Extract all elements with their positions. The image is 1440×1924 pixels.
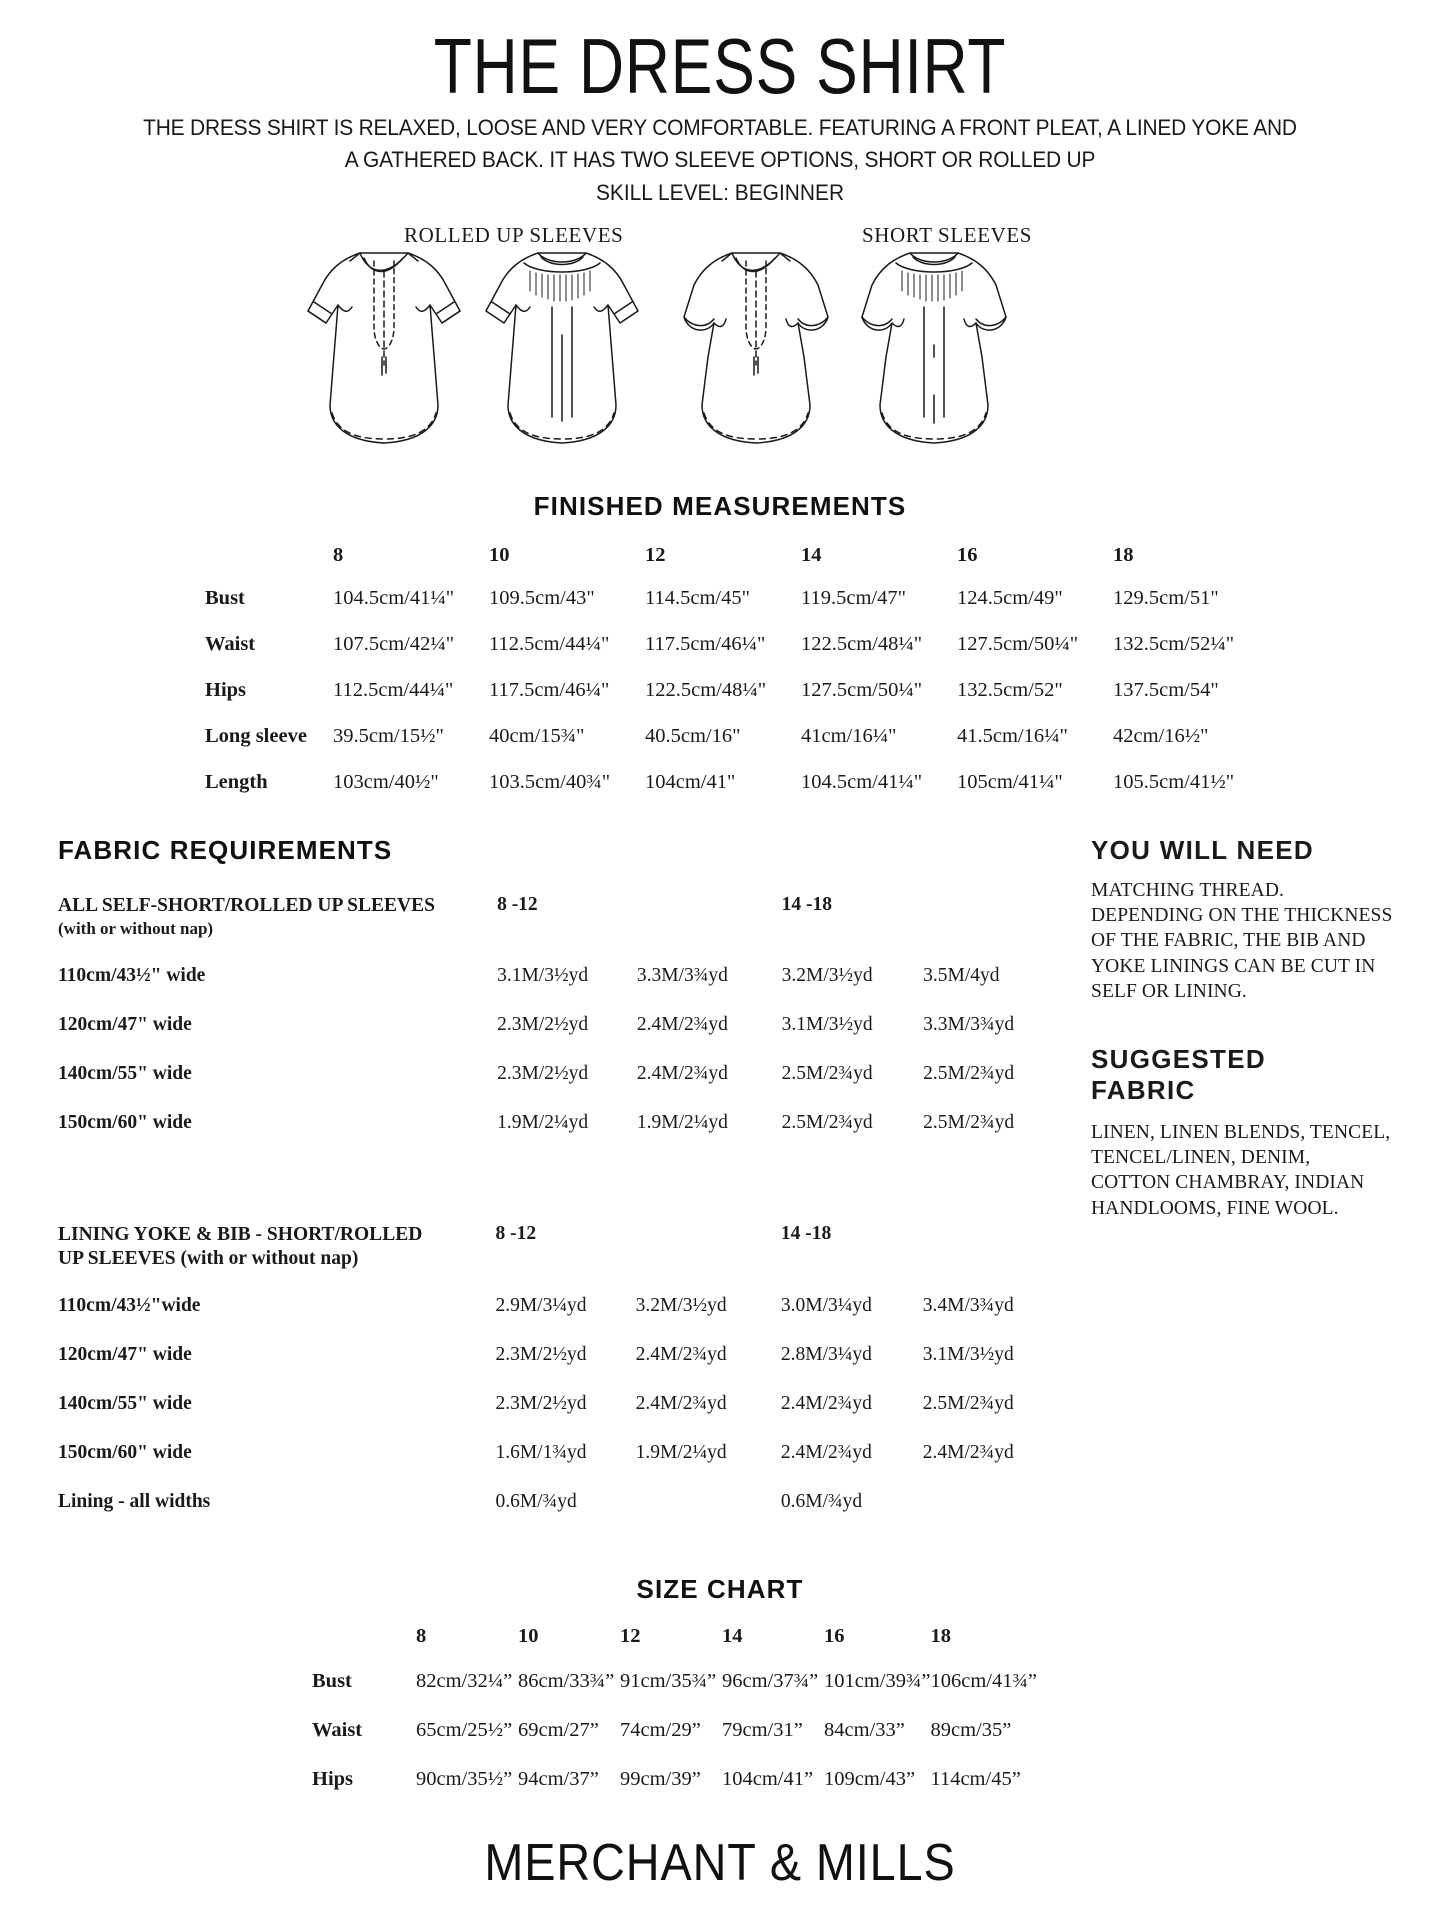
yardage-cell: 2.4M/2¾yd xyxy=(635,1392,727,1414)
measurement-cell: 84cm/33” xyxy=(824,1718,905,1741)
measurement-cell: 106cm/41¾” xyxy=(930,1669,1037,1692)
suggested-fabric-body: LINEN, LINEN BLENDS, TENCEL, TENCEL/LINEN, DENIM, COTTON CHAMBRAY, INDIAN HANDLOOMS, FINE WOOL. xyxy=(1091,1121,1391,1219)
fabric-requirements-heading: FABRIC REQUIREMENTS xyxy=(58,834,393,865)
finished-measurements-heading: FINISHED MEASUREMENTS xyxy=(533,490,907,521)
measurement-cell: 105.5cm/41½" xyxy=(1113,770,1235,793)
yardage-cell: 3.2M/3½yd xyxy=(781,965,873,987)
garment-illustrations xyxy=(0,221,1440,481)
measurement-cell: 114cm/45” xyxy=(930,1767,1021,1790)
table-row xyxy=(58,1344,1063,1393)
row-label: Hips xyxy=(312,1767,354,1790)
middle-section xyxy=(0,835,1440,1540)
table-row xyxy=(58,1295,1063,1344)
size-chart-heading: SIZE CHART xyxy=(636,1573,804,1604)
size-header: 18 xyxy=(930,1624,951,1647)
size-header: 8 xyxy=(333,543,344,566)
yardage-cell: 2.3M/2½yd xyxy=(495,1392,587,1414)
table-row xyxy=(205,771,1269,817)
shirt-front-short-sleeve xyxy=(684,253,828,443)
size-header: 16 xyxy=(824,1624,845,1647)
corner-cell xyxy=(205,544,333,587)
yardage-cell: 1.9M/2¼yd xyxy=(636,1112,728,1134)
page-title: THE DRESS SHIRT xyxy=(433,22,1007,110)
measurement-cell: 82cm/32¼” xyxy=(416,1669,513,1692)
yardage-cell: 2.4M/2¾yd xyxy=(780,1441,872,1463)
size-header: 10 xyxy=(518,1624,539,1647)
measurement-cell: 94cm/37” xyxy=(518,1767,599,1790)
measurement-cell: 96cm/37¾” xyxy=(722,1669,819,1692)
measurement-cell: 127.5cm/50¼" xyxy=(957,632,1079,655)
shirt-front-rolled-up xyxy=(308,253,460,443)
spacer-cell xyxy=(923,1223,1063,1295)
yardage-cell: 1.6M/1¾yd xyxy=(495,1441,587,1463)
table-row xyxy=(58,1112,1063,1161)
measurement-cell: 119.5cm/47" xyxy=(801,586,906,609)
yardage-cell: 3.1M/3½yd xyxy=(497,965,589,987)
measurement-cell: 69cm/27” xyxy=(518,1718,599,1741)
measurement-cell: 104cm/41" xyxy=(645,770,736,793)
measurement-cell: 127.5cm/50¼" xyxy=(801,678,923,701)
table-row xyxy=(312,1768,1037,1817)
size-range-header: 14 -18 xyxy=(781,893,833,915)
yardage-cell: 2.9M/3¼yd xyxy=(495,1294,587,1316)
yardage-cell xyxy=(923,1491,1063,1540)
measurement-cell: 104.5cm/41¼" xyxy=(333,586,455,609)
yardage-cell: 3.1M/3½yd xyxy=(781,1014,873,1036)
measurement-cell: 89cm/35” xyxy=(930,1718,1012,1741)
row-label: 120cm/47" wide xyxy=(58,1343,192,1365)
measurement-cell: 101cm/39¾” xyxy=(824,1669,931,1692)
table-header-row xyxy=(58,894,1063,966)
yardage-cell: 2.3M/2½yd xyxy=(495,1343,587,1365)
yardage-cell: 3.5M/4yd xyxy=(923,965,1000,987)
right-column xyxy=(1063,835,1394,1221)
suggested-fabric-heading-line2: FABRIC xyxy=(1091,1075,1196,1106)
row-label: Hips xyxy=(205,678,247,701)
table-row xyxy=(205,633,1269,679)
size-header: 14 xyxy=(801,543,822,566)
measurement-cell: 109cm/43” xyxy=(824,1767,916,1790)
yardage-cell: 2.4M/2¾yd xyxy=(922,1441,1014,1463)
shirt-back-rolled-up xyxy=(486,253,638,443)
row-label: 110cm/43½"wide xyxy=(58,1294,201,1316)
row-label: Waist xyxy=(312,1718,363,1741)
row-label: Lining - all widths xyxy=(58,1490,211,1512)
yardage-cell: 2.5M/2¾yd xyxy=(922,1392,1014,1414)
table-row xyxy=(205,725,1269,771)
measurement-cell: 42cm/16½" xyxy=(1113,724,1209,747)
measurement-cell: 124.5cm/49" xyxy=(957,586,1063,609)
suggested-fabric-heading-line1: SUGGESTED xyxy=(1091,1044,1266,1075)
size-range-header: 8 -12 xyxy=(497,893,538,915)
yardage-cell: 2.4M/2¾yd xyxy=(635,1343,727,1365)
illustration-label-short-sleeves: SHORT SLEEVES xyxy=(862,222,1033,247)
yardage-cell: 2.5M/2¾yd xyxy=(781,1112,873,1134)
group-title xyxy=(58,1223,495,1295)
fabric-requirements-section xyxy=(58,835,1063,1540)
fabric-requirements-group xyxy=(58,894,1063,1162)
table-row xyxy=(58,1442,1063,1491)
measurement-cell: 79cm/31” xyxy=(722,1718,803,1741)
size-header: 14 xyxy=(722,1624,743,1647)
shirt-back-short-sleeve xyxy=(862,253,1006,443)
size-header: 12 xyxy=(645,543,666,566)
group-title-line2: (with or without nap) xyxy=(58,919,214,939)
size-chart-section xyxy=(0,1574,1440,1817)
skill-level-text: SKILL LEVEL: BEGINNER xyxy=(595,179,845,205)
table-row xyxy=(58,1063,1063,1112)
yardage-cell: 1.9M/2¼yd xyxy=(635,1441,727,1463)
corner-cell xyxy=(312,1625,416,1670)
finished-measurements-table xyxy=(205,544,1269,817)
measurement-cell: 65cm/25½” xyxy=(416,1718,513,1741)
size-header: 16 xyxy=(957,543,978,566)
suggested-fabric-heading xyxy=(1091,1044,1394,1105)
row-label: Length xyxy=(205,770,268,793)
yardage-cell: 2.5M/2¾yd xyxy=(781,1063,873,1085)
brand-logo: MERCHANT & MILLS xyxy=(484,1833,956,1892)
size-chart-table xyxy=(312,1625,1037,1817)
measurement-cell: 104cm/41” xyxy=(722,1767,814,1790)
measurement-cell: 112.5cm/44¼" xyxy=(489,632,610,655)
measurement-cell: 91cm/35¾” xyxy=(620,1669,717,1692)
measurement-cell: 104.5cm/41¼" xyxy=(801,770,923,793)
measurement-cell: 105cm/41¼" xyxy=(957,770,1063,793)
yardage-cell: 3.1M/3½yd xyxy=(922,1343,1014,1365)
row-label: 110cm/43½" wide xyxy=(58,965,206,987)
size-header: 12 xyxy=(620,1624,641,1647)
spacer-cell xyxy=(637,894,782,966)
spacer-cell xyxy=(636,1223,781,1295)
table-header-row xyxy=(58,1223,1063,1295)
yardage-cell: 0.6M/¾yd xyxy=(780,1490,863,1512)
measurement-cell: 117.5cm/46¼" xyxy=(489,678,610,701)
group-title-line2: UP SLEEVES (with or without nap) xyxy=(58,1248,359,1270)
page-subtitle: THE DRESS SHIRT IS RELAXED, LOOSE AND VERY COMFORTABLE. FEATURING A FRONT PLEAT, A LINED YOKE AND A GATHERED BACK. IT HAS TWO SLEEVE OPTIONS, SHORT OR ROLLED UP xyxy=(143,114,1297,172)
yardage-cell: 2.3M/2½yd xyxy=(497,1063,589,1085)
row-label: 140cm/55" wide xyxy=(58,1063,192,1085)
spacer-cell xyxy=(923,894,1063,966)
measurement-cell: 107.5cm/42¼" xyxy=(333,632,455,655)
measurement-cell: 112.5cm/44¼" xyxy=(333,678,454,701)
measurement-cell: 40.5cm/16" xyxy=(645,724,741,747)
size-range-header: 8 -12 xyxy=(495,1223,537,1245)
measurement-cell: 90cm/35½” xyxy=(416,1767,513,1790)
group-title xyxy=(58,894,497,966)
yardage-cell: 3.3M/3¾yd xyxy=(923,1014,1015,1036)
yardage-cell: 3.0M/3¼yd xyxy=(780,1294,872,1316)
measurement-cell: 39.5cm/15½" xyxy=(333,724,444,747)
group-title-line1: LINING YOKE & BIB - SHORT/ROLLED xyxy=(58,1224,423,1246)
row-label: Long sleeve xyxy=(205,724,307,747)
size-header: 18 xyxy=(1113,543,1134,566)
yardage-cell: 0.6M/¾yd xyxy=(495,1490,577,1512)
measurement-cell: 41.5cm/16¼" xyxy=(957,724,1068,747)
yardage-cell: 1.9M/2¼yd xyxy=(497,1112,589,1134)
you-will-need-body: MATCHING THREAD. DEPENDING ON THE THICKNESS OF THE FABRIC, THE BIB AND YOKE LININGS CAN BE CUT IN SELF OR LINING. xyxy=(1091,879,1393,1003)
measurement-cell: 132.5cm/52" xyxy=(957,678,1063,701)
yardage-cell: 2.8M/3¼yd xyxy=(780,1343,872,1365)
measurement-cell: 86cm/33¾” xyxy=(518,1669,615,1692)
row-label: Bust xyxy=(205,586,245,609)
yardage-cell: 2.3M/2½yd xyxy=(497,1014,589,1036)
yardage-cell: 3.2M/3½yd xyxy=(635,1294,727,1316)
row-label: 150cm/60" wide xyxy=(58,1441,192,1463)
measurement-cell: 122.5cm/48¼" xyxy=(801,632,923,655)
measurement-cell: 114.5cm/45" xyxy=(645,586,750,609)
measurement-cell: 41cm/16¼" xyxy=(801,724,897,747)
row-label: 120cm/47" wide xyxy=(58,1014,192,1036)
lining-requirements-table xyxy=(58,1223,1063,1540)
table-row xyxy=(205,587,1269,633)
measurement-cell: 109.5cm/43" xyxy=(489,586,595,609)
yardage-cell: 2.4M/2¾yd xyxy=(780,1392,872,1414)
fabric-requirements-table xyxy=(58,894,1063,1162)
table-row xyxy=(312,1719,1037,1768)
table-header-row xyxy=(312,1625,1037,1670)
table-row xyxy=(58,1393,1063,1442)
measurement-cell: 122.5cm/48¼" xyxy=(645,678,767,701)
row-label: Bust xyxy=(312,1669,352,1692)
size-header: 10 xyxy=(489,543,510,566)
measurement-cell: 74cm/29” xyxy=(620,1718,701,1741)
measurement-cell: 129.5cm/51" xyxy=(1113,586,1219,609)
measurement-cell: 99cm/39” xyxy=(620,1767,701,1790)
row-label: Waist xyxy=(205,632,256,655)
yardage-cell: 3.3M/3¾yd xyxy=(636,965,728,987)
finished-measurements-section xyxy=(0,491,1440,817)
illustration-label-rolled-up-sleeves: ROLLED UP SLEEVES xyxy=(404,222,624,247)
yardage-cell xyxy=(636,1491,781,1540)
technical-drawings-icon xyxy=(290,245,1110,473)
measurement-cell: 40cm/15¾" xyxy=(489,724,585,747)
yardage-cell: 2.4M/2¾yd xyxy=(636,1063,728,1085)
fabric-requirements-group xyxy=(58,1223,1063,1540)
table-row xyxy=(58,1014,1063,1063)
row-label: 140cm/55" wide xyxy=(58,1392,192,1414)
table-row xyxy=(312,1670,1037,1719)
measurement-cell: 137.5cm/54" xyxy=(1113,678,1219,701)
table-header-row xyxy=(205,544,1269,587)
pattern-info-sheet xyxy=(0,22,1440,1924)
size-range-header: 14 -18 xyxy=(780,1223,832,1245)
yardage-cell: 2.5M/2¾yd xyxy=(923,1112,1015,1134)
measurement-cell: 117.5cm/46¼" xyxy=(645,632,766,655)
yardage-cell: 2.5M/2¾yd xyxy=(923,1063,1015,1085)
yardage-cell: 3.4M/3¾yd xyxy=(922,1294,1014,1316)
table-row xyxy=(58,965,1063,1014)
table-row xyxy=(58,1491,1063,1540)
group-title-line1: ALL SELF-SHORT/ROLLED UP SLEEVES xyxy=(58,894,435,916)
measurement-cell: 103cm/40½" xyxy=(333,770,439,793)
row-label: 150cm/60" wide xyxy=(58,1112,192,1134)
measurement-cell: 132.5cm/52¼" xyxy=(1113,632,1235,655)
measurement-cell: 103.5cm/40¾" xyxy=(489,770,611,793)
size-header: 8 xyxy=(416,1624,427,1647)
yardage-cell: 2.4M/2¾yd xyxy=(636,1014,728,1036)
table-row xyxy=(205,679,1269,725)
you-will-need-heading: YOU WILL NEED xyxy=(1091,834,1314,865)
